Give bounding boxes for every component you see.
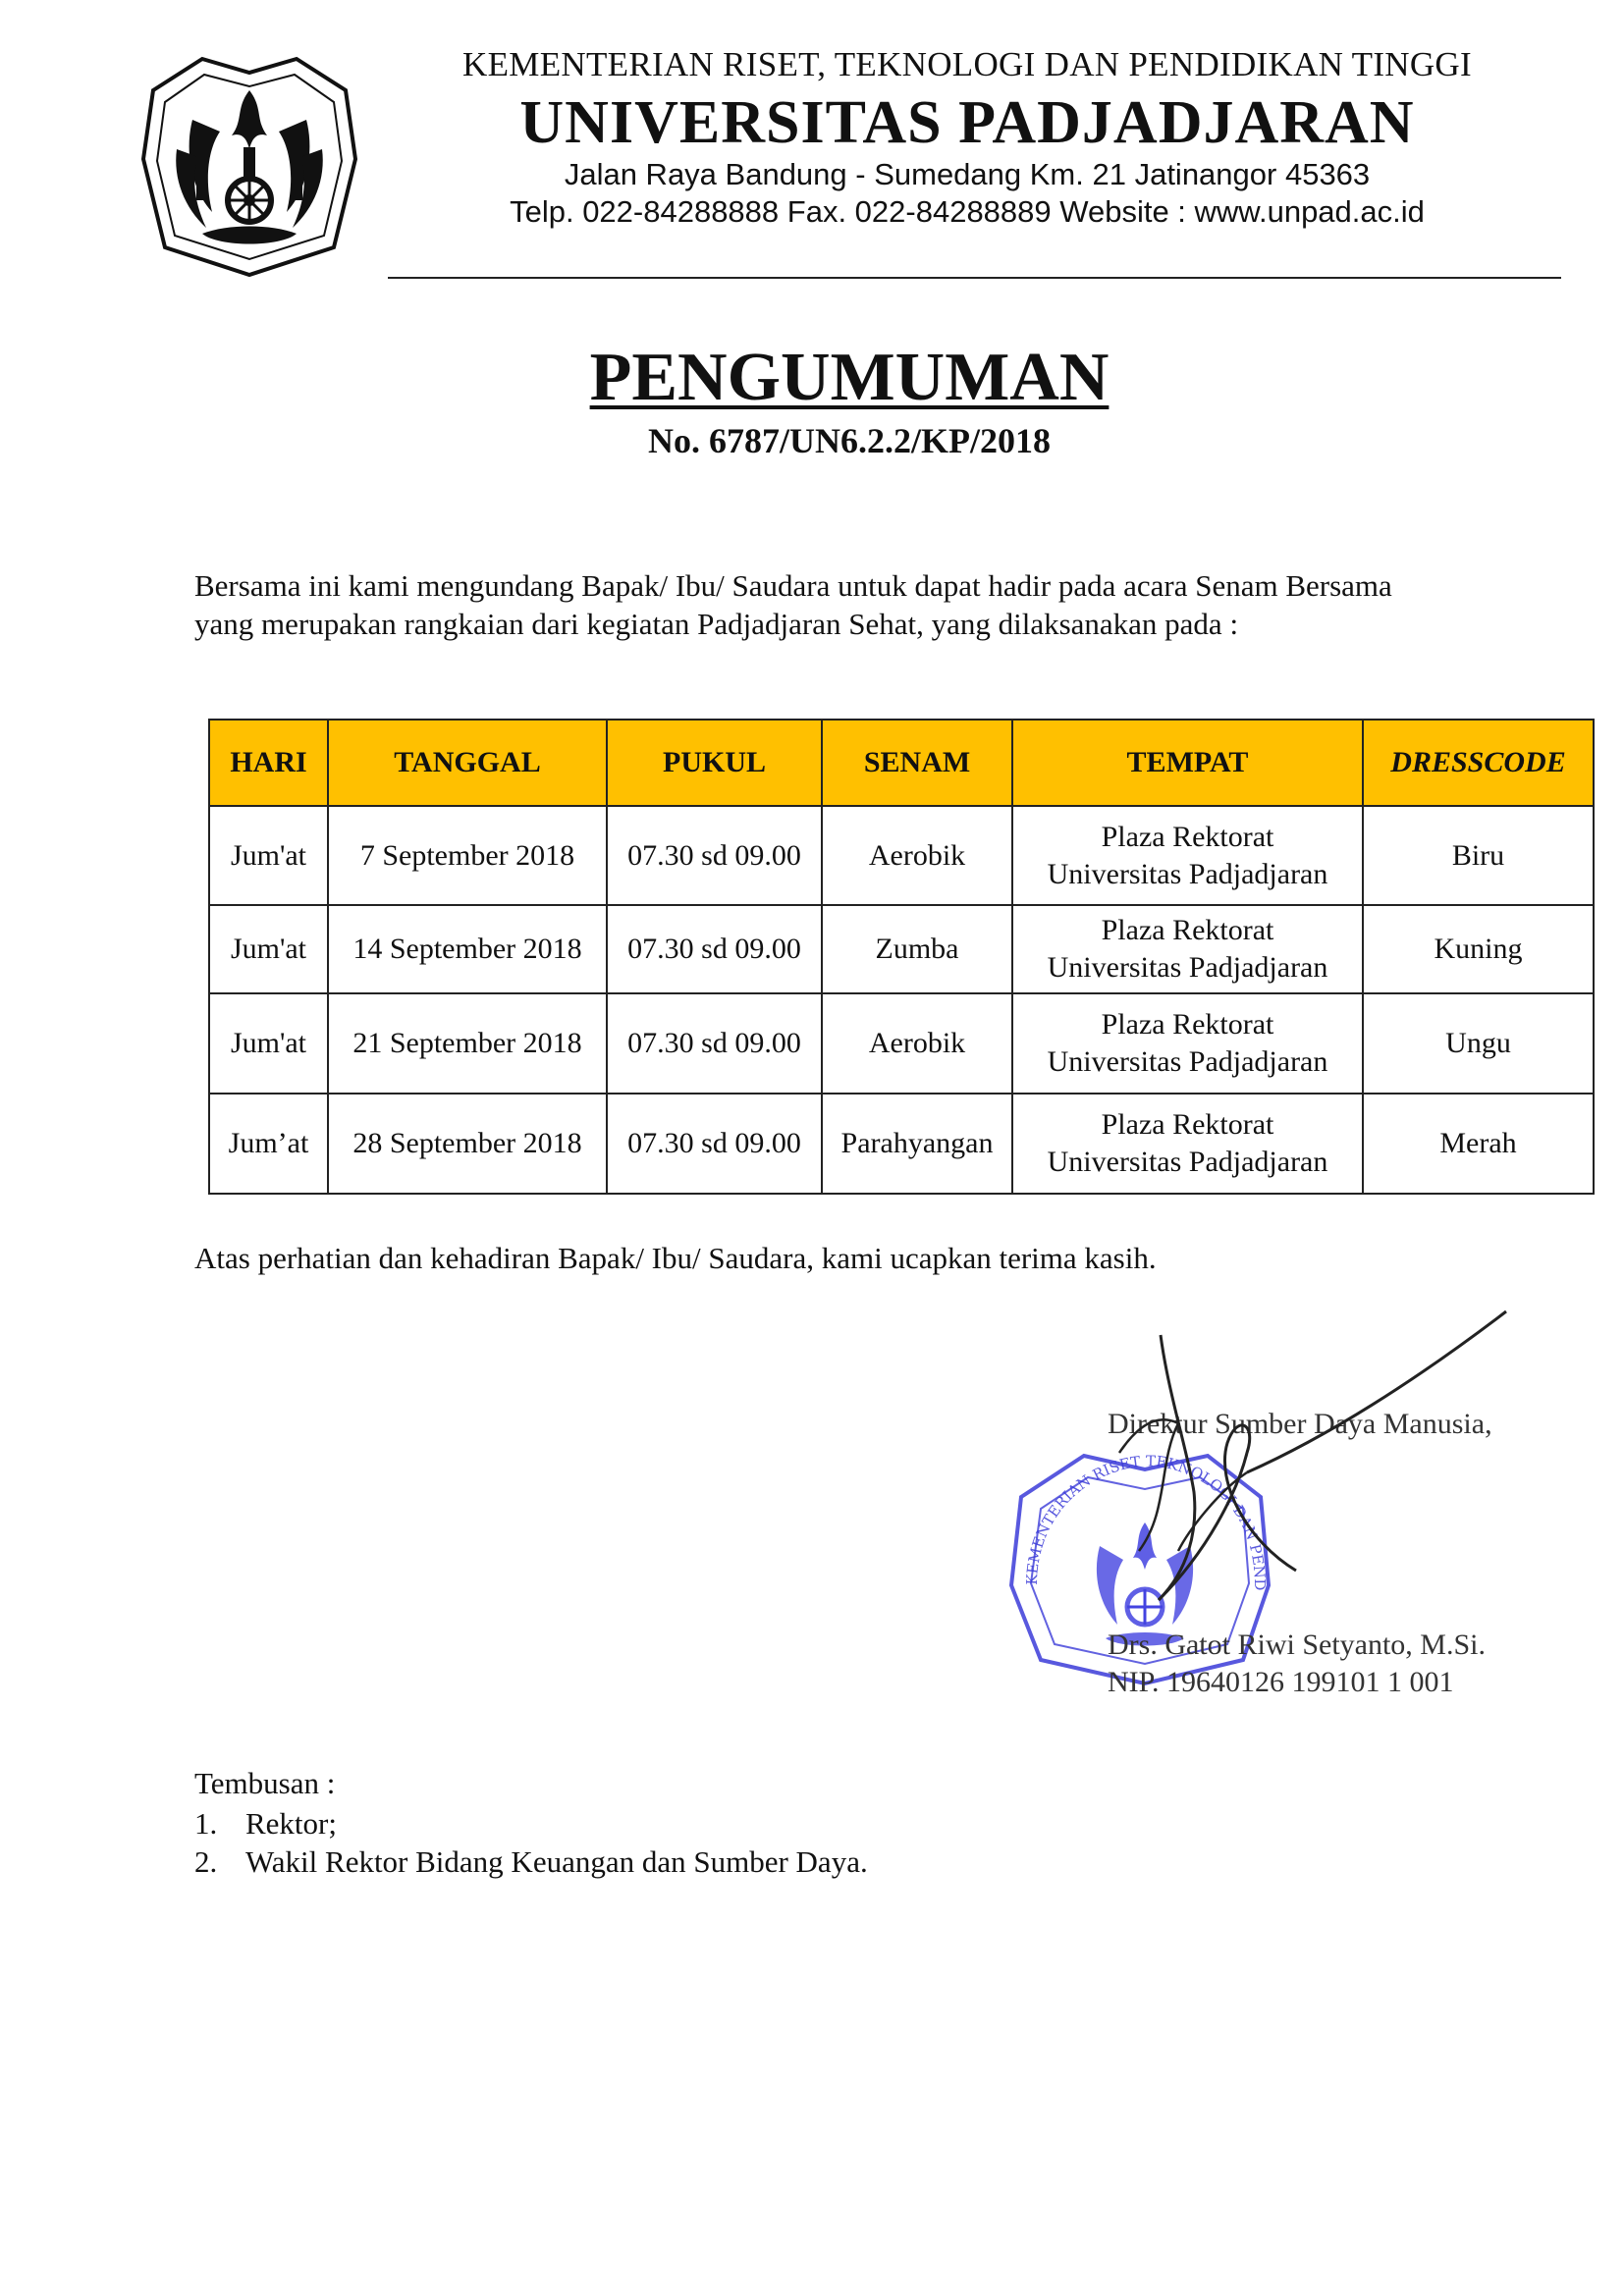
header-dresscode: DRESSCODE — [1363, 720, 1594, 806]
cell-tanggal: 7 September 2018 — [328, 806, 607, 905]
ministry-name: KEMENTERIAN RISET, TEKNOLOGI DAN PENDIDIKAN TINGGI — [462, 45, 1472, 83]
university-contact: Telp. 022-84288888 Fax. 022-84288889 Website : www.unpad.ac.id — [510, 194, 1425, 229]
signatory-name: Drs. Gatot Riwi Setyanto, M.Si. — [1108, 1629, 1487, 1661]
cell-tempat — [1012, 806, 1363, 905]
list-item — [194, 1842, 868, 1881]
tempat-line: Plaza Rektorat — [1101, 1008, 1274, 1041]
announcement-number: No. 6787/UN6.2.2/KP/2018 — [648, 421, 1051, 460]
cell-dresscode: Ungu — [1363, 993, 1594, 1094]
cell-dresscode: Biru — [1363, 806, 1594, 905]
unpad-emblem-icon — [134, 51, 365, 279]
signatory-nip: NIP. 19640126 199101 1 001 — [1108, 1666, 1454, 1698]
list-item-text: Rektor; — [245, 1806, 337, 1841]
tempat-line: Plaza Rektorat — [1101, 914, 1274, 946]
opening-paragraph — [194, 566, 1569, 643]
tempat-line: Plaza Rektorat — [1101, 820, 1274, 853]
university-address: Jalan Raya Bandung - Sumedang Km. 21 Jatinangor 45363 — [564, 157, 1371, 191]
table-header-row — [209, 720, 1594, 806]
tempat-line: Universitas Padjadjaran — [1047, 1045, 1328, 1078]
cell-tanggal: 14 September 2018 — [328, 905, 607, 993]
letterhead-divider — [388, 277, 1561, 279]
table-row — [209, 806, 1594, 905]
cell-dresscode: Kuning — [1363, 905, 1594, 993]
cell-tempat — [1012, 993, 1363, 1094]
list-item-text: Wakil Rektor Bidang Keuangan dan Sumber Daya. — [245, 1844, 868, 1879]
table-row — [209, 993, 1594, 1094]
signature — [1100, 1306, 1512, 1659]
table-row — [209, 905, 1594, 993]
table-row — [209, 1094, 1594, 1194]
header-tempat: TEMPAT — [1012, 720, 1363, 806]
tempat-line: Plaza Rektorat — [1101, 1108, 1274, 1141]
header-senam: SENAM — [822, 720, 1012, 806]
stamp-text: KEMENTERIAN RISET TEKNOLOGI DAN PEND — [1022, 1452, 1270, 1591]
header-pukul: PUKUL — [607, 720, 822, 806]
cell-tempat — [1012, 905, 1363, 993]
header-hari: HARI — [209, 720, 328, 806]
cell-tempat — [1012, 1094, 1363, 1194]
closing-paragraph: Atas perhatian dan kehadiran Bapak/ Ibu/ Saudara, kami ucapkan terima kasih. — [194, 1241, 1157, 1275]
cell-pukul: 07.30 sd 09.00 — [607, 993, 822, 1094]
announcement-title: PENGUMUMAN — [589, 340, 1110, 415]
tembusan-heading: Tembusan : — [194, 1766, 336, 1800]
university-name: UNIVERSITAS PADJADJARAN — [519, 89, 1415, 156]
cell-hari: Jum’at — [209, 1094, 328, 1194]
cell-pukul: 07.30 sd 09.00 — [607, 1094, 822, 1194]
header-tanggal: TANGGAL — [328, 720, 607, 806]
cell-hari: Jum'at — [209, 993, 328, 1094]
cell-senam: Parahyangan — [822, 1094, 1012, 1194]
list-item-number: 1. — [194, 1806, 218, 1841]
cell-dresscode: Merah — [1363, 1094, 1594, 1194]
cell-pukul: 07.30 sd 09.00 — [607, 806, 822, 905]
list-item-number: 2. — [194, 1844, 218, 1879]
cell-tanggal: 28 September 2018 — [328, 1094, 607, 1194]
cell-hari: Jum'at — [209, 905, 328, 993]
opening-line: yang merupakan rangkaian dari kegiatan Padjadjaran Sehat, yang dilaksanakan pada : — [194, 607, 1239, 641]
list-item — [194, 1804, 868, 1842]
tempat-line: Universitas Padjadjaran — [1047, 951, 1328, 984]
cell-tanggal: 21 September 2018 — [328, 993, 607, 1094]
tempat-line: Universitas Padjadjaran — [1047, 857, 1328, 890]
tempat-line: Universitas Padjadjaran — [1047, 1146, 1328, 1178]
university-logo — [134, 51, 365, 279]
cell-hari: Jum'at — [209, 806, 328, 905]
cell-pukul: 07.30 sd 09.00 — [607, 905, 822, 993]
schedule-table — [208, 719, 1595, 1195]
opening-line: Bersama ini kami mengundang Bapak/ Ibu/ Saudara untuk dapat hadir pada acara Senam Bersama — [194, 568, 1392, 603]
tembusan-list — [194, 1804, 868, 1881]
handwritten-signature-icon — [1100, 1306, 1512, 1659]
cell-senam: Aerobik — [822, 806, 1012, 905]
cell-senam: Aerobik — [822, 993, 1012, 1094]
cell-senam: Zumba — [822, 905, 1012, 993]
signatory-position: Direktur Sumber Daya Manusia, — [1108, 1408, 1492, 1440]
